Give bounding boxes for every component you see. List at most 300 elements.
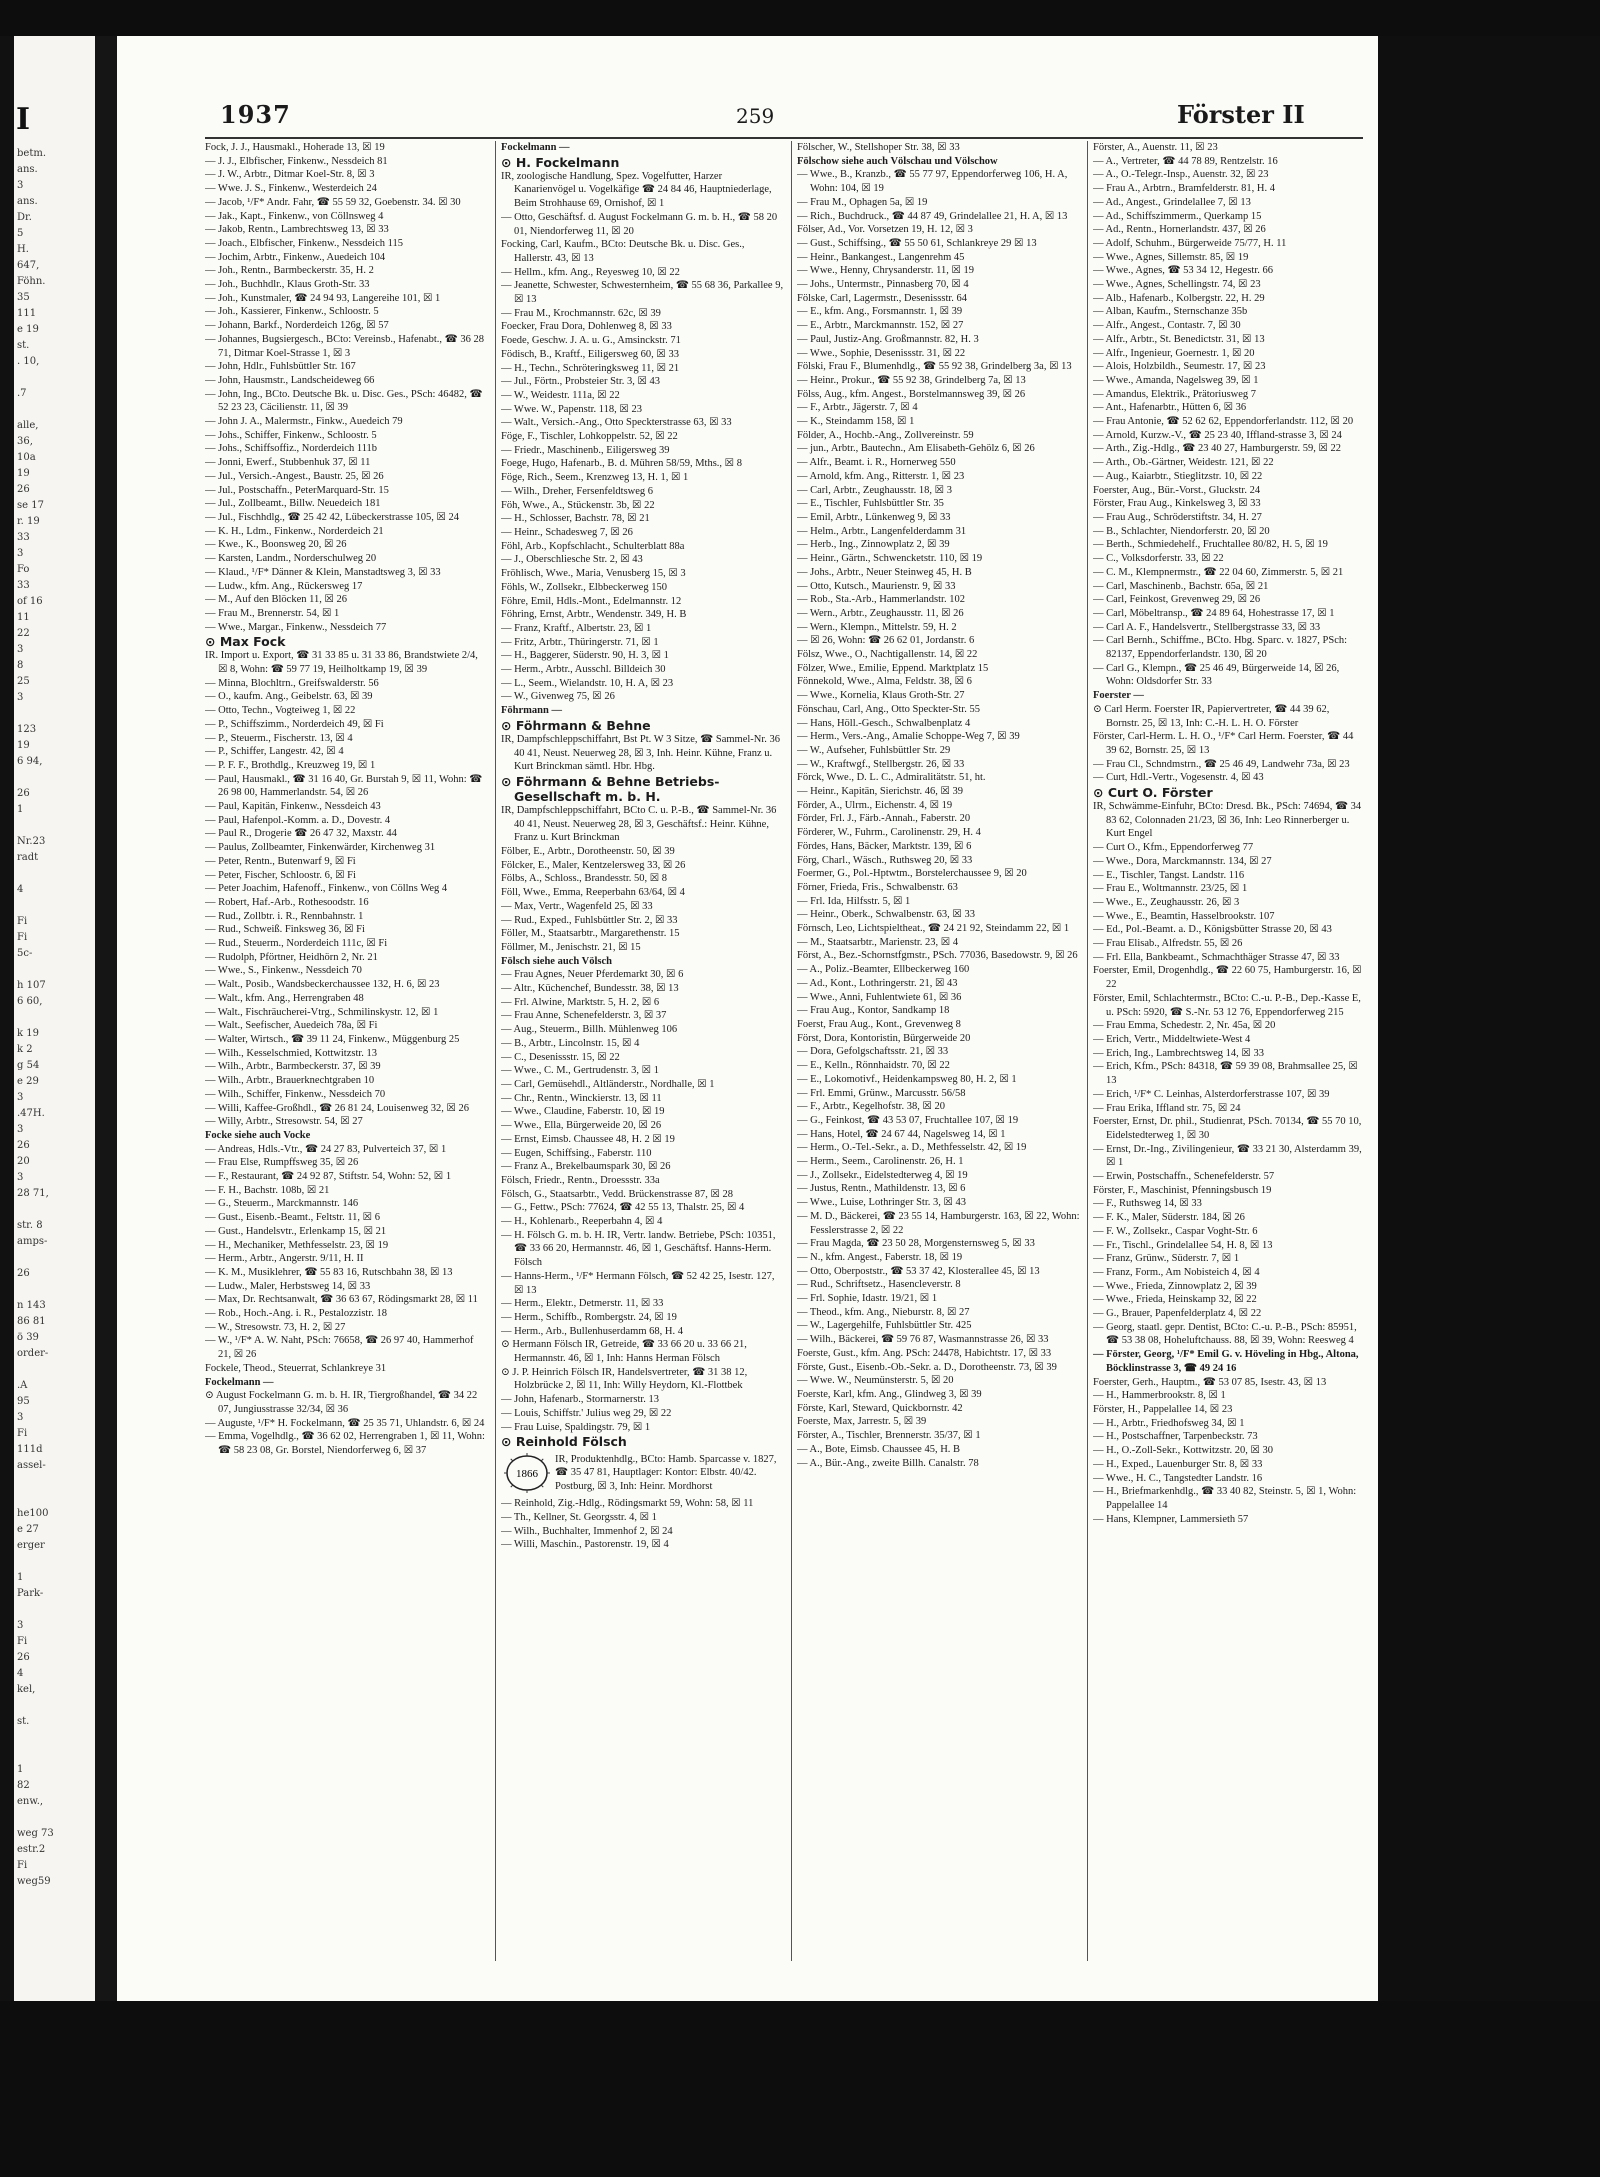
previous-page-header: I xyxy=(16,102,31,137)
book-gutter xyxy=(95,36,117,2001)
seal-year: 1866 xyxy=(516,1468,538,1481)
previous-page-line: e 19 xyxy=(17,324,39,335)
directory-entry: — Georg, staatl. gepr. Dentist, BCto: C.-u. P.-B., PSch: 85951, ☎ 53 38 08, Hoheluftchauss. 88, ☒ 39, Wohn: Reesweg 4 xyxy=(1093,1321,1357,1347)
previous-page-line: 1 xyxy=(17,804,24,815)
directory-entry: — Herm., Seem., Carolinenstr. 26, H. 1 xyxy=(797,1156,964,1168)
directory-entry: — Fritz, Arbtr., Thüringerstr. 71, ☒ 1 xyxy=(501,636,659,648)
directory-entry: — Ant., Hafenarbtr., Hütten 6, ☒ 36 xyxy=(1093,402,1247,414)
directory-entry: Förder, A., Ulrm., Eichenstr. 4, ☒ 19 xyxy=(797,799,953,811)
surname-heading: — Förster, Georg, ¹/F* Emil G. v. Höveling in Hbg., Altona, Böcklinstrasse 3, ☎ 49 24 16 xyxy=(1093,1349,1359,1374)
directory-entry: — E., kfm. Ang., Forsmannstr. 1, ☒ 39 xyxy=(797,306,963,318)
directory-entry: — Hans, Höll.-Gesch., Schwalbenplatz 4 xyxy=(797,717,971,729)
directory-entry: — Gust., Schiffsing., ☎ 55 50 61, Schlankreye 29 ☒ 13 xyxy=(797,237,1037,249)
directory-entry: — K. M., Musiklehrer, ☎ 55 83 16, Rutschbahn 38, ☒ 13 xyxy=(205,1266,453,1278)
directory-entry: — M., Auf den Blöcken 11, ☒ 26 xyxy=(205,594,348,606)
directory-entry: — Erwin, Postschaffn., Schenefelderstr. 57 xyxy=(1093,1171,1275,1183)
previous-page-line: 1 xyxy=(17,1764,24,1775)
previous-page-line: 647, xyxy=(17,260,40,271)
surname-heading: Fölsch siehe auch Völsch xyxy=(501,955,612,967)
directory-entry: — Ed., Pol.-Beamt. a. D., Königsbütter Strasse 20, ☒ 43 xyxy=(1093,924,1332,936)
previous-page-line: .7 xyxy=(17,388,27,399)
previous-page-line: ans. xyxy=(17,164,38,175)
previous-page-line: amps- xyxy=(17,1236,48,1247)
previous-page-line: 26 xyxy=(17,1652,30,1663)
directory-entry: — Herm., Elektr., Detmerstr. 11, ☒ 33 xyxy=(501,1298,664,1310)
directory-entry: — A., Vertreter, ☎ 44 78 89, Rentzelstr. 16 xyxy=(1093,155,1278,167)
directory-entry: — Rob., Sta.-Arb., Hammerlandstr. 102 xyxy=(797,594,965,606)
previous-page-line: 3 xyxy=(17,1412,24,1423)
previous-page-line: he100 xyxy=(17,1508,49,1519)
directory-entry: — M. D., Bäckerei, ☎ 23 55 14, Hamburgerstr. 163, ☒ 22, Wohn: Fesslerstrasse 2, ☒ 22 xyxy=(797,1210,1080,1236)
previous-page-line: 10a xyxy=(17,452,36,463)
previous-page-line: 26 xyxy=(17,1140,30,1151)
directory-entry: — H., Exped., Lauenburger Str. 8, ☒ 33 xyxy=(1093,1458,1263,1470)
directory-entry: — Andreas, Hdls.-Vtr., ☎ 24 27 83, Pulverteich 37, ☒ 1 xyxy=(205,1143,447,1155)
previous-page-line: betm. xyxy=(17,148,46,159)
previous-page-line: str. 8 xyxy=(17,1220,43,1231)
directory-entry: — H., Baggerer, Süderstr. 90, H. 3, ☒ 1 xyxy=(501,650,669,662)
directory-entry: — Frau Agnes, Neuer Pferdemarkt 30, ☒ 6 xyxy=(501,969,684,981)
directory-entry: — Franz A., Brekelbaumspark 30, ☒ 26 xyxy=(501,1161,671,1173)
directory-entry: — Aug., Steuerm., Billh. Mühlenweg 106 xyxy=(501,1024,678,1036)
firm-heading: ⊙ H. Fockelmann xyxy=(501,154,620,170)
previous-page-line: Fo xyxy=(17,564,30,575)
directory-entry: — Carl, Möbeltransp., ☎ 24 89 64, Hohestrasse 17, ☒ 1 xyxy=(1093,607,1335,619)
previous-page-line: 5 xyxy=(17,228,24,239)
directory-entry: — Robert, Haf.-Arb., Rothesoodstr. 16 xyxy=(205,896,369,908)
directory-entry: — Frl. Alwine, Marktstr. 5, H. 2, ☒ 6 xyxy=(501,996,660,1008)
directory-entry: Föller, M., Staatsarbtr., Margarethenstr. 15 xyxy=(501,928,680,940)
directory-entry: — Aug., Kaiarbtr., Stieglitzstr. 10, ☒ 22 xyxy=(1093,470,1263,482)
directory-entry: — Otto, Techn., Vogteiweg 1, ☒ 22 xyxy=(205,705,356,717)
directory-entry: — Dora, Gefolgschaftsstr. 21, ☒ 33 xyxy=(797,1046,949,1058)
directory-entry: Förster, F., Maschinist, Pfenningsbusch 19 xyxy=(1093,1184,1272,1196)
directory-entry: — F., Ruthsweg 14, ☒ 33 xyxy=(1093,1198,1202,1210)
directory-entry: Förster, H., Pappelallee 14, ☒ 23 xyxy=(1093,1403,1233,1415)
previous-page-line: st. xyxy=(17,340,30,351)
directory-entry: — Joh., Buchhdlr., Klaus Groth-Str. 33 xyxy=(205,279,370,291)
directory-entry: — Hans, Hotel, ☎ 24 67 44, Nagelsweg 14, ☒ 1 xyxy=(797,1128,1006,1140)
directory-entry: — Paul R., Drogerie ☎ 26 47 32, Maxstr. 44 xyxy=(205,828,397,840)
directory-entry: — Johs., Arbtr., Neuer Steinweg 45, H. B xyxy=(797,566,972,578)
directory-entry: — Arth., Ob.-Gärtner, Weidestr. 121, ☒ 22 xyxy=(1093,457,1274,469)
directory-entry: — Wwe., E., Zeughausstr. 26, ☒ 3 xyxy=(1093,896,1240,908)
directory-entry: — Wwe., Agnes, Schellingstr. 74, ☒ 23 xyxy=(1093,279,1261,291)
column-4 xyxy=(1093,141,1365,1961)
directory-entry: — Frl. Ella, Bankbeamt., Schmachthäger Strasse 47, ☒ 33 xyxy=(1093,951,1340,963)
directory-entry: — F. W., Zollsekr., Caspar Voght-Str. 6 xyxy=(1093,1225,1258,1237)
directory-entry: Föhring, Ernst, Arbtr., Wendenstr. 349, H. B xyxy=(501,609,687,621)
directory-entry: — Carl G., Klempn., ☎ 25 46 49, Bürgerweide 14, ☒ 26, Wohn: Oldsdorfer Str. 33 xyxy=(1093,662,1340,688)
directory-entry: — Ludw., kfm. Ang., Rückersweg 17 xyxy=(205,580,363,592)
directory-entry: — Joh., Kassierer, Finkenw., Schloostr. 5 xyxy=(205,306,379,318)
firm-seal-icon xyxy=(503,1452,551,1494)
directory-entry: — Jul., Versich.-Angest., Baustr. 25, ☒ 26 xyxy=(205,470,384,482)
directory-entry: — Amandus, Elektrik., Prätoriusweg 7 xyxy=(1093,388,1257,400)
directory-entry: — Hellm., kfm. Ang., Reyesweg 10, ☒ 22 xyxy=(501,266,680,278)
directory-entry: — Arnold, Kurzw.-V., ☎ 25 23 40, Iffland-strasse 3, ☒ 24 xyxy=(1093,429,1342,441)
directory-entry: Fönnekold, Wwe., Alma, Feldstr. 38, ☒ 6 xyxy=(797,676,972,688)
directory-entry: — P., Schiffszimm., Norderdeich 49, ☒ Fi xyxy=(205,718,384,730)
directory-entry: — J., Zollsekr., Eidelstedterweg 4, ☒ 19 xyxy=(797,1169,968,1181)
directory-entry: Fördes, Hans, Bäcker, Marktstr. 139, ☒ 6 xyxy=(797,840,972,852)
previous-page-line: enw., xyxy=(17,1796,44,1807)
directory-entry: — W., Lagergehilfe, Fuhlsbüttler Str. 425 xyxy=(797,1320,972,1332)
directory-entry: — Wwe., Margar., Finkenw., Nessdeich 77 xyxy=(205,621,387,633)
directory-entry: Földer, A., Hochb.-Ang., Zollvereinstr. 59 xyxy=(797,429,974,441)
directory-entry: — Heinr., Schadesweg 7, ☒ 26 xyxy=(501,526,633,538)
directory-entry: Förner, Frieda, Fris., Schwalbenstr. 63 xyxy=(797,881,958,893)
directory-entry: — Wilh., Dreher, Fersenfeldtsweg 6 xyxy=(501,485,654,497)
directory-entry: — Wwe., Agnes, ☎ 53 34 12, Hegestr. 66 xyxy=(1093,265,1273,277)
previous-page-line xyxy=(17,1746,93,1762)
directory-entry: — Reinhold, Zig.-Hdlg., Rödingsmarkt 59, Wohn: 58, ☒ 11 xyxy=(501,1498,754,1510)
directory-entry: — Wwe., Kornelia, Klaus Groth-Str. 27 xyxy=(797,690,965,702)
directory-entry: — Paul, Hausmakl., ☎ 31 16 40, Gr. Burstah 9, ☒ 11, Wohn: ☎ 26 98 00, Hammerlandstr. 54, ☒ 26 xyxy=(205,773,483,799)
directory-entry: — H., Arbtr., Friedhofsweg 34, ☒ 1 xyxy=(1093,1417,1245,1429)
directory-entry: — C., Desenissstr. 15, ☒ 22 xyxy=(501,1051,620,1063)
directory-entry: — Th., Kellner, St. Georgsstr. 4, ☒ 1 xyxy=(501,1511,657,1523)
previous-page-line: 35 xyxy=(17,292,30,303)
directory-entry: — Gust., Handelsvtr., Erlenkamp 15, ☒ 21 xyxy=(205,1225,387,1237)
previous-page-line xyxy=(17,770,93,786)
directory-entry: — P., Schiffer, Langestr. 42, ☒ 4 xyxy=(205,746,344,758)
directory-entry: — Rud., Zollbtr. i. R., Rennbahnstr. 1 xyxy=(205,910,364,922)
directory-entry: — Curt, Hdl.-Vertr., Vogesenstr. 4, ☒ 43 xyxy=(1093,772,1264,784)
directory-entry: — K., Steindamm 158, ☒ 1 xyxy=(797,416,915,428)
previous-page-line xyxy=(17,1202,93,1218)
directory-entry: Fölss, Aug., kfm. Angest., Borstelmannsweg 39, ☒ 26 xyxy=(797,388,1026,400)
directory-entry: Foege, Hugo, Hafenarb., B. d. Mühren 58/59, Mths., ☒ 8 xyxy=(501,458,742,470)
directory-entry: — Frau Else, Rumpffsweg 35, ☒ 26 xyxy=(205,1157,359,1169)
directory-entry: — ☒ 26, Wohn: ☎ 26 62 01, Jordanstr. 6 xyxy=(797,635,975,647)
directory-entry: ⊙ August Fockelmann G. m. b. H. IR, Tiergroßhandel, ☎ 34 22 07, Jungiusstrasse 32/34, ☒ 36 xyxy=(205,1390,478,1415)
directory-entry: — E., Tischler, Fuhlsbüttler Str. 35 xyxy=(797,498,944,510)
previous-page-line xyxy=(17,1602,93,1618)
previous-page-line xyxy=(17,962,93,978)
directory-entry: — Wwe., Frieda, Zinnowplatz 2, ☒ 39 xyxy=(1093,1280,1257,1292)
directory-entry: — Alfr., Angest., Contastr. 7, ☒ 30 xyxy=(1093,320,1241,332)
directory-entry: — E., Lokomotivf., Heidenkampsweg 80, H. 2, ☒ 1 xyxy=(797,1073,1017,1085)
previous-page-line xyxy=(17,1490,93,1506)
previous-page-line: Fi xyxy=(17,1636,28,1647)
previous-page-line: h 107 xyxy=(17,980,46,991)
previous-page-line: H. xyxy=(17,244,29,255)
directory-entry: — A., O.-Telegr.-Insp., Auenstr. 32, ☒ 23 xyxy=(1093,169,1269,181)
directory-entry: — Wwe., Amanda, Nagelsweg 39, ☒ 1 xyxy=(1093,374,1259,386)
directory-entry: — Wwe., S., Finkenw., Nessdeich 70 xyxy=(205,965,362,977)
previous-page-line: 3 xyxy=(17,548,24,559)
previous-page-line: of 16 xyxy=(17,596,43,607)
directory-entry: — Erich, ¹/F* C. Leinhas, Alsterdorferstrasse 107, ☒ 39 xyxy=(1093,1088,1330,1100)
previous-page-line: 86 81 xyxy=(17,1316,46,1327)
directory-entry: — H., Postschaffner, Tarpenbeckstr. 73 xyxy=(1093,1431,1258,1443)
previous-page-line: 6 60, xyxy=(17,996,43,1007)
directory-entry: ⊙ Hermann Fölsch IR, Getreide, ☎ 33 66 20 u. 33 66 21, Hermannstr. 46, ☒ 1, Inh: Hanns Herman Fölsch xyxy=(501,1339,747,1365)
directory-entry: Förster, A., Tischler, Brennerstr. 35/37, ☒ 1 xyxy=(797,1430,981,1442)
directory-entry: — Wwe., B., Kranzb., ☎ 55 77 97, Eppendorferweg 106, H. A, Wohn: 104, ☒ 19 xyxy=(797,169,1068,195)
directory-entry: — H., Schlosser, Bachstr. 78, ☒ 21 xyxy=(501,513,650,525)
directory-entry: — Heinr., Prokur., ☎ 55 92 38, Grindelberg 7a, ☒ 13 xyxy=(797,374,1026,386)
directory-entry: Först, A., Bez.-Schornstfgmstr., PSch. 77036, Basedowstr. 9, ☒ 26 xyxy=(797,950,1078,962)
directory-entry: — Franz, Kraftf., Albertstr. 23, ☒ 1 xyxy=(501,622,652,634)
directory-entry: — Frau Aug., Schröderstiftstr. 34, H. 27 xyxy=(1093,511,1262,523)
previous-page-line: r. 19 xyxy=(17,516,40,527)
directory-entry: — Joach., Elbfischer, Finkenw., Nessdeich 115 xyxy=(205,237,403,249)
directory-entry: Förster, Carl-Herm. L. H. O., ¹/F* Carl Herm. Foerster, ☎ 44 39 62, Bornstr. 25, ☒ 13 xyxy=(1093,731,1354,756)
directory-entry: — A., Poliz.-Beamter, Ellbeckerweg 160 xyxy=(797,964,970,976)
directory-entry: — E., Kelln., Rönnhaidstr. 70, ☒ 22 xyxy=(797,1060,950,1072)
directory-entry: — Ad., Angest., Grindelallee 7, ☒ 13 xyxy=(1093,196,1251,208)
directory-entry: Fölber, E., Arbtr., Dorotheenstr. 50, ☒ 39 xyxy=(501,846,675,858)
directory-entry: — Frau M., Brennerstr. 54, ☒ 1 xyxy=(205,607,340,619)
directory-entry: — Kwe., K., Boonsweg 20, ☒ 26 xyxy=(205,539,347,551)
directory-entry: Förder, Frl. J., Färb.-Annah., Faberstr. 20 xyxy=(797,813,971,825)
directory-entry: — Minna, Blochltrn., Greifswalderstr. 56 xyxy=(205,677,379,689)
directory-entry: Foerster, Aug., Bür.-Vorst., Gluckstr. 24 xyxy=(1093,484,1261,496)
directory-entry: — Walt., Fischräucherei-Vtrg., Schmilinskystr. 12, ☒ 1 xyxy=(205,1006,439,1018)
directory-entry: Fölske, Carl, Lagermstr., Desenissstr. 64 xyxy=(797,292,968,304)
directory-entry: — Adolf, Schuhm., Bürgerweide 75/77, H. 11 xyxy=(1093,237,1287,249)
surname-heading: Fockelmann — xyxy=(501,142,570,153)
directory-entry: — Franz, Form., Am Nobisteich 4, ☒ 4 xyxy=(1093,1266,1260,1278)
directory-entry: — Jul., Zollbeamt., Billw. Neuedeich 181 xyxy=(205,498,381,510)
surname-heading: Foerster — xyxy=(1093,690,1144,702)
directory-entry: — J. W., Arbtr., Ditmar Koel-Str. 8, ☒ 3 xyxy=(205,169,375,181)
previous-page-text xyxy=(17,146,93,1890)
directory-entry: — Alois, Holzbildh., Seumestr. 17, ☒ 23 xyxy=(1093,361,1266,373)
directory-entry: Fölcker, E., Maler, Kentzelersweg 33, ☒ 26 xyxy=(501,859,686,871)
directory-entry: Föge, Rich., Seem., Krenzweg 13, H. 1, ☒ 1 xyxy=(501,472,689,484)
directory-entry: — Ernst, Eimsb. Chaussee 48, H. 2 ☒ 19 xyxy=(501,1133,675,1145)
directory-entry: Först, Dora, Kontoristin, Bürgerweide 20 xyxy=(797,1032,971,1044)
directory-entry: — Johs., Schiffer, Finkenw., Schloostr. 5 xyxy=(205,429,377,441)
directory-entry: Foerste, Karl, kfm. Ang., Glindweg 3, ☒ 39 xyxy=(797,1388,982,1400)
firm-heading: ⊙ Reinhold Fölsch xyxy=(501,1434,627,1450)
directory-entry: — Frl. Ida, Hilfsstr. 5, ☒ 1 xyxy=(797,895,911,907)
directory-entry: — W., Weidestr. 111a, ☒ 22 xyxy=(501,389,620,401)
directory-entry: — Ernst, Dr.-Ing., Zivilingenieur, ☎ 33 21 30, Alsterdamm 39, ☒ 1 xyxy=(1093,1143,1362,1169)
directory-entry: — Carl, Arbtr., Zeughausstr. 18, ☒ 3 xyxy=(797,484,952,496)
column-divider xyxy=(791,141,792,1961)
directory-entry: — W., Stresowstr. 73, H. 2, ☒ 27 xyxy=(205,1321,346,1333)
directory-entry: — Jul., Förtn., Probsteier Str. 3, ☒ 43 xyxy=(501,376,661,388)
directory-entry: — Wwe., Agnes, Sillemstr. 85, ☒ 19 xyxy=(1093,251,1249,263)
previous-page-line: 6 94, xyxy=(17,756,43,767)
directory-entry: — Johann, Barkf., Norderdeich 126g, ☒ 57 xyxy=(205,320,389,332)
directory-entry: Födisch, B., Kraftf., Eiligersweg 60, ☒ 33 xyxy=(501,348,679,360)
previous-page-stub xyxy=(14,36,95,2001)
previous-page-line xyxy=(17,706,93,722)
directory-entry: — Wwe., Frieda, Heinskamp 32, ☒ 22 xyxy=(1093,1294,1257,1306)
directory-entry: — Friedr., Maschinenb., Eiligersweg 39 xyxy=(501,444,670,456)
directory-entry: — Frau Emma, Schedestr. 2, Nr. 45a, ☒ 20 xyxy=(1093,1020,1276,1032)
directory-entry: — Wwe., C. M., Gertrudenstr. 3, ☒ 1 xyxy=(501,1065,659,1077)
column-1 xyxy=(205,141,488,1961)
previous-page-line: Fi xyxy=(17,1428,28,1439)
previous-page-line: Nr.23 xyxy=(17,836,46,847)
scan-border-right xyxy=(1378,36,1600,2001)
directory-entry: — Wilh., Bäckerei, ☎ 59 76 87, Wasmannstrasse 26, ☒ 33 xyxy=(797,1334,1049,1346)
directory-entry: Förster, Frau Aug., Kinkelsweg 3, ☒ 33 xyxy=(1093,498,1261,510)
directory-entry: — Theod., kfm. Ang., Nieburstr. 8, ☒ 27 xyxy=(797,1306,970,1318)
directory-entry: — Wilh., Buchhalter, Immenhof 2, ☒ 24 xyxy=(501,1525,673,1537)
previous-page-line: Fi xyxy=(17,916,28,927)
header-year: 1937 xyxy=(220,100,291,129)
directory-entry: — Frau Magda, ☎ 23 50 28, Morgensternsweg 5, ☒ 33 xyxy=(797,1238,1035,1250)
directory-entry: Föll, Wwe., Emma, Reeperbahn 63/64, ☒ 4 xyxy=(501,887,685,899)
previous-page-line xyxy=(17,1698,93,1714)
previous-page-line: 111 xyxy=(17,308,37,319)
directory-entry: — Walt., Posib., Wandsbeckerchaussee 132, H. 6, ☒ 23 xyxy=(205,979,440,991)
directory-entry: Foermer, G., Pol.-Hptwtm., Borstelerchaussee 9, ☒ 20 xyxy=(797,868,1027,880)
directory-entry: — B., Arbtr., Lincolnstr. 15, ☒ 4 xyxy=(501,1037,640,1049)
directory-entry: — E., Tischler, Tangst. Landstr. 116 xyxy=(1093,869,1245,881)
directory-entry: Foerster, Gerh., Hauptm., ☎ 53 07 85, Isestr. 43, ☒ 13 xyxy=(1093,1376,1327,1388)
directory-entry: — Johannes, Bugsiergesch., BCto: Vereinsb., Hafenabt., ☎ 36 28 71, Ditmar Koel-Strasse 1, ☒ 3 xyxy=(205,333,484,359)
directory-entry: — Peter, Fischer, Schloostr. 6, ☒ Fi xyxy=(205,869,356,881)
directory-entry: — John, Ing., BCto. Deutsche Bk. u. Disc. Ges., PSch: 46482, ☎ 52 23 23, Cäcilienstr. 11, ☒ 39 xyxy=(205,388,483,414)
directory-entry: — Jakob, Rentn., Lambrechtsweg 13, ☒ 33 xyxy=(205,224,389,236)
surname-heading: Fölschow siehe auch Völschau und Völschow xyxy=(797,155,998,167)
directory-entry: — Frl. Emmi, Grünw., Marcusstr. 56/58 xyxy=(797,1087,966,1099)
previous-page-line: 111d xyxy=(17,1444,43,1455)
previous-page-line: Fi xyxy=(17,1860,28,1871)
directory-entry: — Rich., Buchdruck., ☎ 44 87 49, Grindelallee 21, H. A, ☒ 13 xyxy=(797,210,1068,222)
directory-entry: Foerst, Frau Aug., Kont., Grevenweg 8 xyxy=(797,1019,961,1030)
directory-entry: — Paul, Justiz-Ang. Großmannstr. 82, H. 3 xyxy=(797,333,979,345)
previous-page-line: weg 73 xyxy=(17,1828,54,1839)
directory-entry: — Auguste, ¹/F* H. Fockelmann, ☎ 25 35 71, Uhlandstr. 6, ☒ 24 xyxy=(205,1417,485,1429)
previous-page-line xyxy=(17,1362,93,1378)
column-divider xyxy=(1087,141,1088,1961)
previous-page-line xyxy=(17,866,93,882)
directory-entry: — Joh., Rentn., Barmbeckerstr. 35, H. 2 xyxy=(205,265,374,277)
directory-entry: Förster, Emil, Schlachtermstr., BCto: C.-u. P.-B., Dep.-Kasse E, u. PSch: 5920, ☎ S.-Nr. 53 12 76, Eppendorferweg 215 xyxy=(1093,992,1361,1018)
directory-entry: — Willi, Kaffee-Großhdl., ☎ 26 81 24, Louisenweg 32, ☒ 26 xyxy=(205,1102,470,1114)
previous-page-line: erger xyxy=(17,1540,45,1551)
previous-page-line: 3 xyxy=(17,644,24,655)
directory-entry: — Wwe., Dora, Marckmannstr. 134, ☒ 27 xyxy=(1093,855,1272,867)
surname-heading: Föhrmann — xyxy=(501,705,562,717)
directory-entry: — Otto, Geschäftsf. d. August Fockelmann G. m. b. H., ☎ 58 20 01, Niendorferweg 11, ☒ 20 xyxy=(501,211,778,237)
directory-entry: — Justus, Rentn., Mathildenstr. 13, ☒ 6 xyxy=(797,1183,966,1195)
directory-entry: — K. H., Ldm., Finkenw., Norderdeich 21 xyxy=(205,525,384,537)
directory-entry: — Herm., O.-Tel.-Sekr., a. D., Methfesselstr. 42, ☒ 19 xyxy=(797,1142,1027,1154)
directory-entry: — H., Kohlenarb., Reeperbahn 4, ☒ 4 xyxy=(501,1216,663,1228)
directory-entry: ⊙ Carl Herm. Foerster IR, Papiervertreter, ☎ 44 39 62, Bornstr. 25, ☒ 13, Inh: C.-H. L. H. O. Förster xyxy=(1093,703,1330,729)
directory-entry: — Wern., Klempn., Mittelstr. 59, H. 2 xyxy=(797,621,957,633)
previous-page-line: 3 xyxy=(17,1092,24,1103)
directory-entry: — Wwe., Claudine, Faberstr. 10, ☒ 19 xyxy=(501,1106,665,1118)
directory-entry: — N., kfm. Angest., Faberstr. 18, ☒ 19 xyxy=(797,1251,963,1263)
directory-entry: — Otto, Kutsch., Maurienstr. 9, ☒ 33 xyxy=(797,580,956,592)
directory-entry: IR, Dampfschleppschiffahrt, BCto C. u. P.-B., ☎ Sammel-Nr. 36 40 41, Neust. Neuerweg 28, ☒ 3, Geschäftsf.: Heinr. Kühne, Franz u. Kurt Brinckman xyxy=(501,804,777,844)
previous-page-line xyxy=(17,402,93,418)
previous-page-line: 19 xyxy=(17,468,30,479)
directory-entry: — Wwe., Ella, Bürgerweide 20, ☒ 26 xyxy=(501,1120,662,1132)
directory-entry: Fölsch, G., Staatsarbtr., Vedd. Brückenstrasse 87, ☒ 28 xyxy=(501,1188,734,1200)
directory-entry: — Wwe., Henny, Chrysanderstr. 11, ☒ 19 xyxy=(797,265,974,277)
directory-entry: — Hanns-Herm., ¹/F* Hermann Fölsch, ☎ 52 42 25, Isestr. 127, ☒ 13 xyxy=(501,1270,775,1296)
directory-entry: — Emil, Arbtr., Lünkenweg 9, ☒ 33 xyxy=(797,511,951,523)
directory-entry: — Wilh., Schiffer, Finkenw., Nessdeich 70 xyxy=(205,1088,386,1100)
directory-entry: — E., Arbtr., Marckmannstr. 152, ☒ 27 xyxy=(797,320,964,332)
directory-entry: — Walt., Versich.-Ang., Otto Speckterstrasse 63, ☒ 33 xyxy=(501,417,732,429)
directory-entry: — Berth., Schmiedehelf., Fruchtallee 80/82, H. 5, ☒ 19 xyxy=(1093,539,1328,551)
previous-page-line: k 2 xyxy=(17,1044,33,1055)
directory-entry: — Herb., Ing., Zinnowplatz 2, ☒ 39 xyxy=(797,539,950,551)
directory-entry: Fölsch, Friedr., Rentn., Droessstr. 33a xyxy=(501,1174,660,1186)
directory-entry: — Frau A., Arbtrn., Bramfelderstr. 81, H. 4 xyxy=(1093,183,1275,195)
previous-page-line: se 17 xyxy=(17,500,44,511)
previous-page-line: n 143 xyxy=(17,1300,46,1311)
surname-heading: Focke siehe auch Vocke xyxy=(205,1129,311,1141)
directory-entry: Förster, A., Auenstr. 11, ☒ 23 xyxy=(1093,142,1218,153)
previous-page-line: 4 xyxy=(17,884,24,895)
directory-entry: ⊙ J. P. Heinrich Fölsch IR, Handelsvertreter, ☎ 31 38 12, Holzbrücke 2, ☒ 11, Inh: Willy Heydorn, Kl.-Flottbek xyxy=(501,1366,748,1392)
previous-page-line xyxy=(17,1474,93,1490)
directory-entry: — Frau Erika, Iffland str. 75, ☒ 24 xyxy=(1093,1102,1241,1114)
directory-entry: — G., Fettw., PSch: 77624, ☎ 42 55 13, Thalstr. 25, ☒ 4 xyxy=(501,1202,745,1214)
directory-entry: — W., Kraftwgf., Stellbergstr. 26, ☒ 33 xyxy=(797,758,965,770)
directory-entry: — Ad., Kont., Lothringerstr. 21, ☒ 43 xyxy=(797,977,958,989)
directory-entry: — Wwe. J. S., Finkenw., Westerdeich 24 xyxy=(205,183,377,195)
previous-page-line xyxy=(17,898,93,914)
previous-page-line xyxy=(17,818,93,834)
directory-entry: — John, Hdlr., Fuhlsbüttler Str. 167 xyxy=(205,361,356,373)
directory-entry: — Wwe. W., Neumünsterstr. 5, ☒ 20 xyxy=(797,1375,954,1387)
directory-entry: — W., ¹/F* A. W. Naht, PSch: 76658, ☎ 26 97 40, Hammerhof 21, ☒ 26 xyxy=(205,1335,474,1361)
directory-entry: Foerster, Ernst, Dr. phil., Studienrat, PSch. 70134, ☎ 55 70 10, Eidelstedterweg 1, ☒ 30 xyxy=(1093,1116,1362,1141)
previous-page-line: 22 xyxy=(17,628,30,639)
previous-page-line: Föhn. xyxy=(17,276,46,287)
directory-entry: Fockele, Theod., Steuerrat, Schlankreye 31 xyxy=(205,1362,387,1374)
previous-page-line: 3 xyxy=(17,180,24,191)
directory-entry: — Carl, Gemüsehdl., Altländerstr., Nordhalle, ☒ 1 xyxy=(501,1079,715,1090)
previous-page-line: 20 xyxy=(17,1156,30,1167)
directory-entry: — Willi, Maschin., Pastorenstr. 19, ☒ 4 xyxy=(501,1539,669,1551)
previous-page-line: 3 xyxy=(17,1620,24,1631)
directory-entry: — Herm., Arbtr., Angerstr. 9/11, H. II xyxy=(205,1253,364,1265)
directory-entry: — Jak., Kapt., Finkenw., von Cöllnsweg 4 xyxy=(205,210,384,222)
directory-entry: — A., Bote, Eimsb. Chaussee 45, H. B xyxy=(797,1443,961,1455)
previous-page-line: .47H. xyxy=(17,1108,45,1119)
directory-entry: — Frau Cl., Schndmstrn., ☎ 25 46 49, Landwehr 73a, ☒ 23 xyxy=(1093,758,1350,770)
directory-entry: — G., Feinkost, ☎ 43 53 07, Fruchtallee 107, ☒ 19 xyxy=(797,1114,1019,1126)
directory-entry: — Jeanette, Schwester, Schwesternheim, ☎ 55 68 36, Parkallee 9, ☒ 13 xyxy=(501,280,784,306)
directory-entry: — Heinr., Oberk., Schwalbenstr. 63, ☒ 33 xyxy=(797,909,975,921)
previous-page-line: g 54 xyxy=(17,1060,40,1071)
directory-entry: — Jul., Fischhdlg., ☎ 25 42 42, Lübeckerstrasse 105, ☒ 24 xyxy=(205,511,460,523)
directory-entry: — Carl, Feinkost, Grevenweg 29, ☒ 26 xyxy=(1093,594,1261,606)
directory-entry: Föhls, W., Zollsekr., Elbbeckerweg 150 xyxy=(501,581,667,593)
previous-page-line: 28 71, xyxy=(17,1188,49,1199)
page-number: 259 xyxy=(736,104,775,128)
directory-entry: — Paul, Hafenpol.-Komm. a. D., Dovestr. 4 xyxy=(205,814,391,826)
directory-entry: — M., Staatsarbtr., Marienstr. 23, ☒ 4 xyxy=(797,936,959,948)
directory-entry: — Fr., Tischl., Grindelallee 54, H. 8, ☒ 13 xyxy=(1093,1239,1273,1251)
directory-entry: — John, Hausmstr., Landscheideweg 66 xyxy=(205,374,375,386)
directory-entry: — Wilh., Arbtr., Barmbeckerstr. 37, ☒ 39 xyxy=(205,1061,381,1073)
directory-entry: — G., Steuerm., Marckmannstr. 146 xyxy=(205,1198,359,1210)
directory-entry: — Wwe., Anni, Fuhlentwiete 61, ☒ 36 xyxy=(797,991,962,1003)
previous-page-line: 26 xyxy=(17,1268,30,1279)
directory-entry: — F., Arbtr., Jägerstr. 7, ☒ 4 xyxy=(797,402,918,414)
directory-entry: — P., Steuerm., Fischerstr. 13, ☒ 4 xyxy=(205,732,353,744)
directory-entry: — Wwe., Luise, Lothringer Str. 3, ☒ 43 xyxy=(797,1197,967,1209)
directory-entry: — Rud., Steuerm., Norderdeich 111c, ☒ Fi xyxy=(205,938,388,950)
